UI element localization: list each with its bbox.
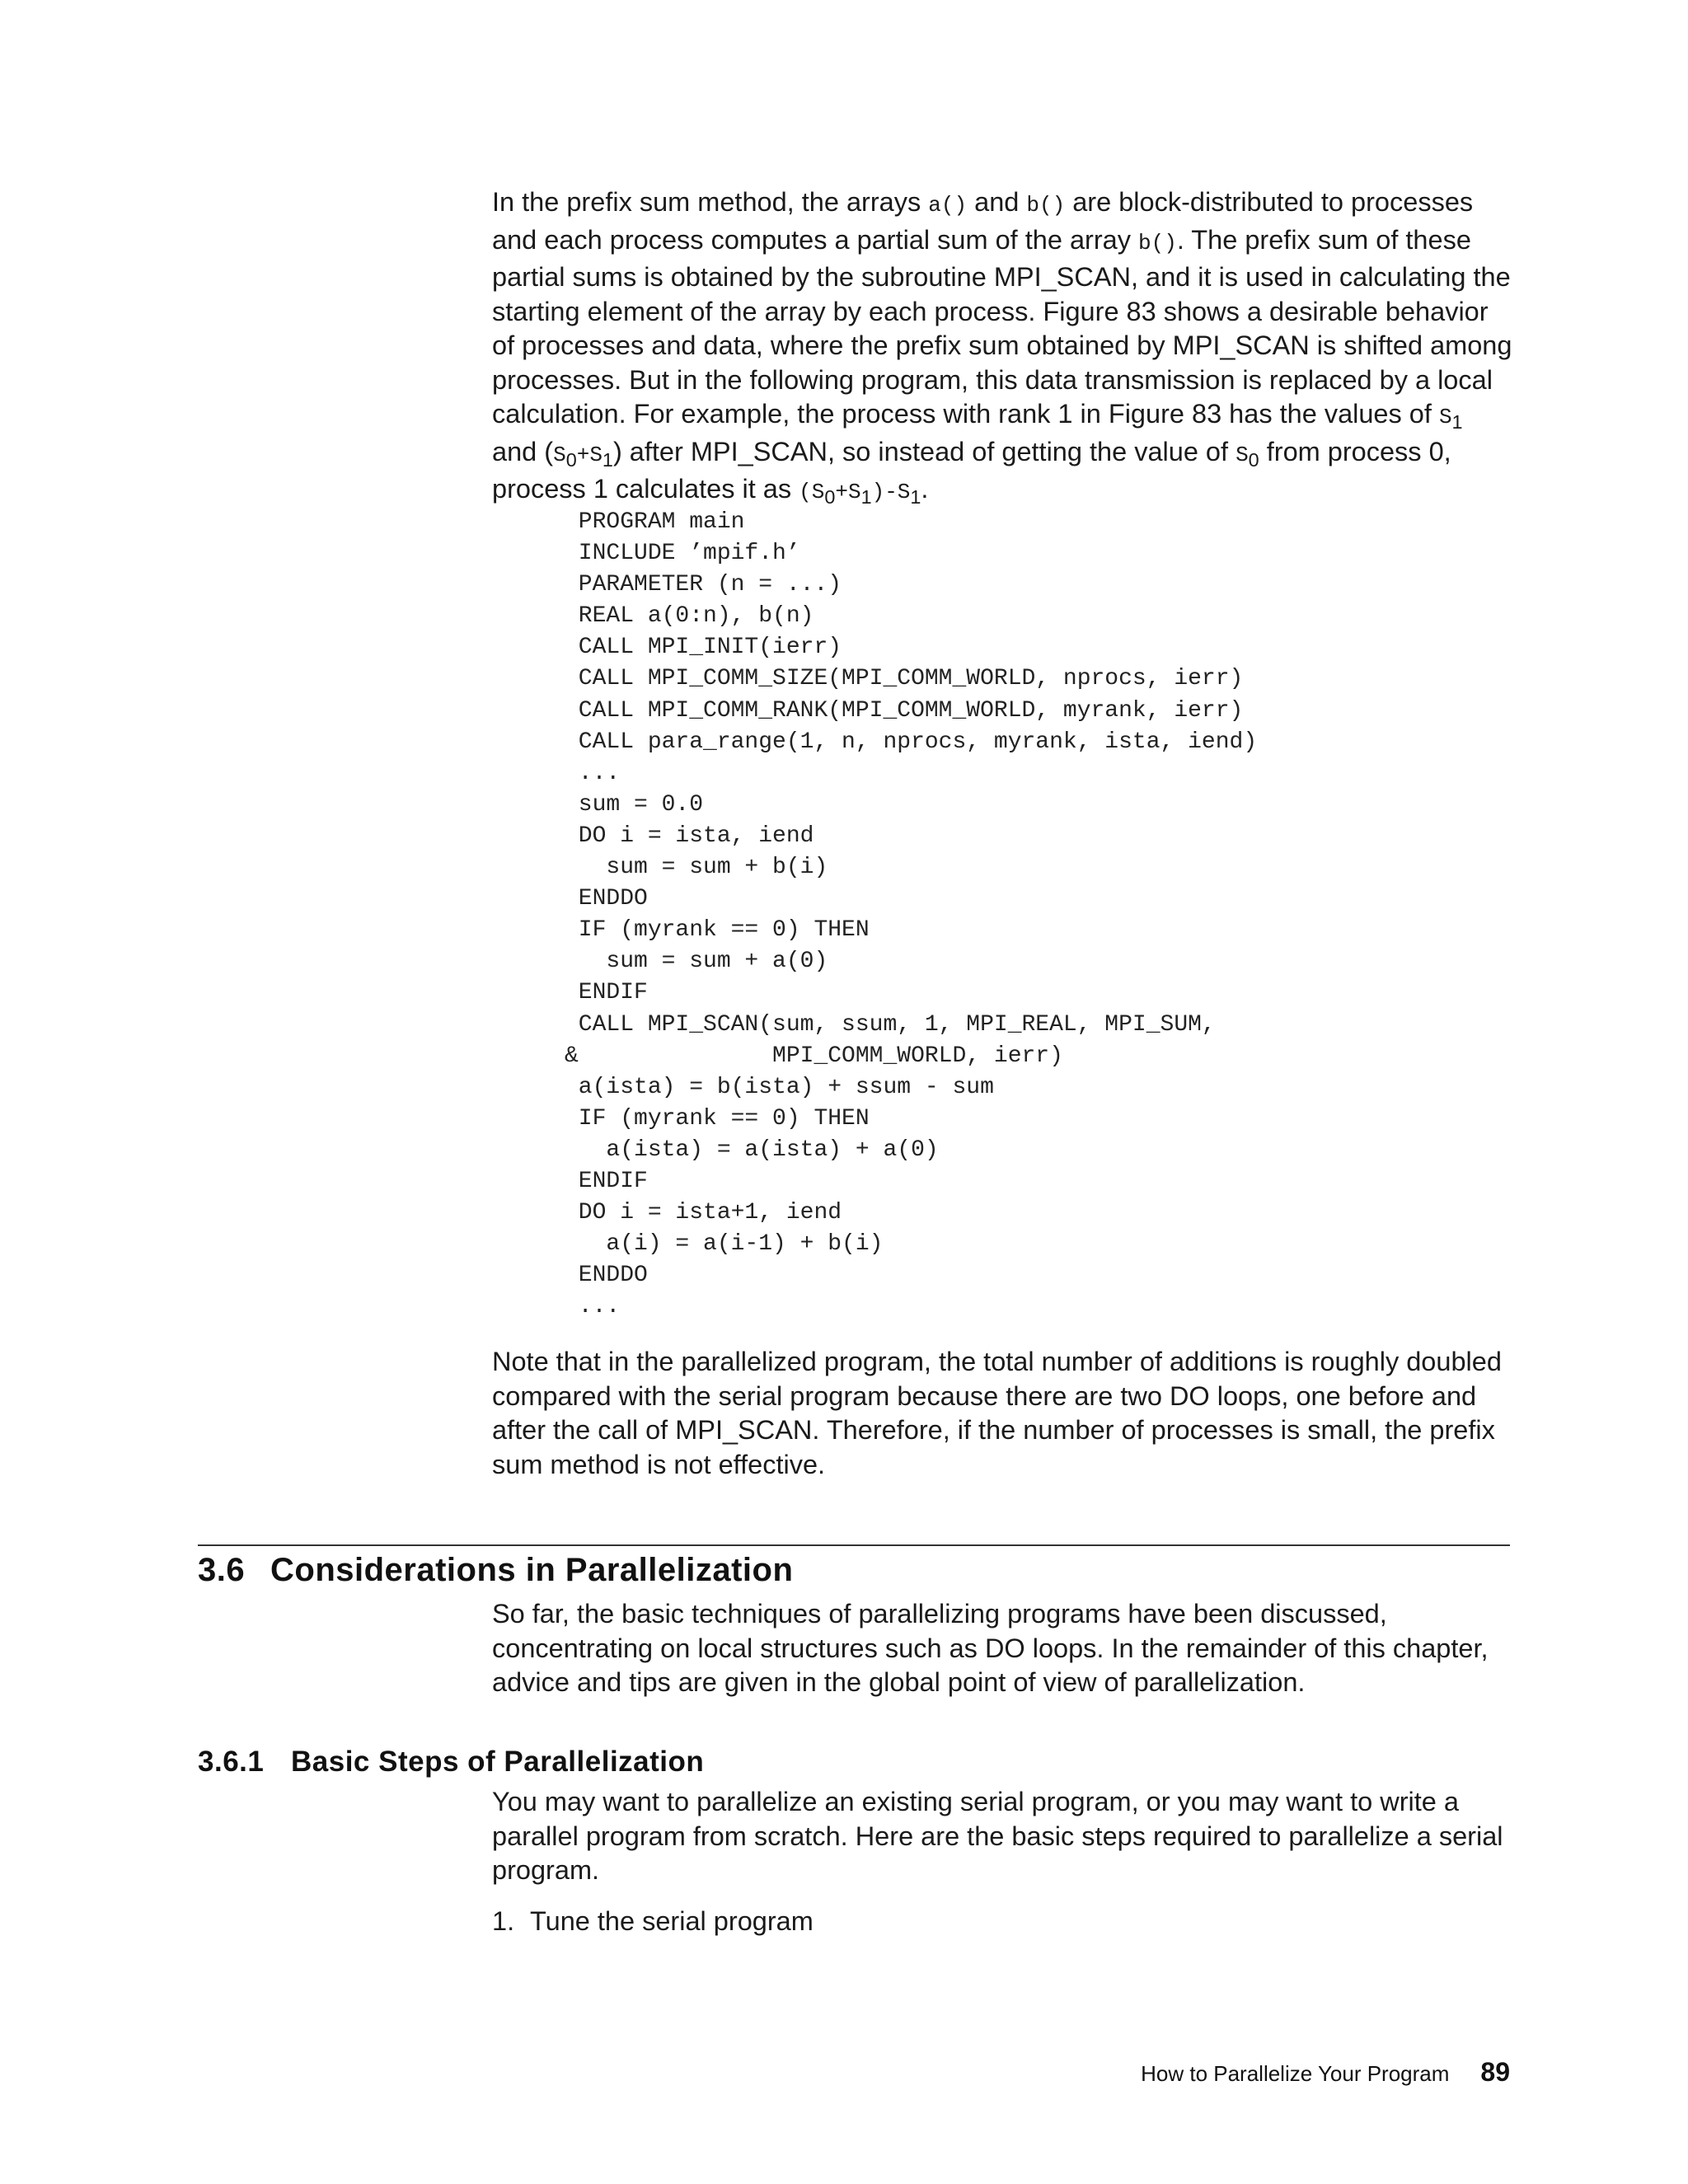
subsection-number: 3.6.1 <box>198 1746 265 1778</box>
code-line: CALL MPI_COMM_RANK(MPI_COMM_WORLD, myrank, ierr) <box>565 697 1244 724</box>
paragraph-section-intro: So far, the basic techniques of parallelizing programs have been discussed, concentrating on local structures such as DO loops. In the remainder of this chapter, advice and tips are given in the global point of view of parallelization. <box>492 1599 1489 1697</box>
code-line: ... <box>565 760 621 786</box>
code-line: PROGRAM main <box>565 509 745 535</box>
code-array-b: b() <box>1026 193 1066 218</box>
text-run: from process 0, process 1 calculates it as <box>492 436 1451 504</box>
section-title: Considerations in Parallelization <box>270 1552 794 1588</box>
code-line: CALL MPI_SCAN(sum, ssum, 1, MPI_REAL, MPI_SUM, <box>565 1011 1216 1038</box>
code-line: sum = sum + a(0) <box>565 949 828 975</box>
code-array-a: a() <box>928 193 968 218</box>
symbol-s: S <box>553 442 566 467</box>
section-heading <box>198 1549 793 1591</box>
code-line: DO i = ista+1, iend <box>565 1200 842 1226</box>
page-footer <box>1141 2055 1510 2090</box>
expression-part: )-S <box>871 480 911 504</box>
code-line: INCLUDE ’mpif.h’ <box>565 541 800 567</box>
code-line: ENDDO <box>565 886 648 912</box>
code-line: ... <box>565 1294 621 1320</box>
text-run: and <box>967 187 1027 217</box>
text-run: and ( <box>492 436 554 466</box>
subscript: 1 <box>602 448 613 471</box>
text-run: In the prefix sum method, the arrays <box>492 187 929 217</box>
subsection-heading <box>198 1744 704 1780</box>
code-line: a(i) = a(i-1) + b(i) <box>565 1231 884 1258</box>
section-number: 3.6 <box>198 1552 246 1588</box>
code-line: ENDIF <box>565 1168 648 1194</box>
code-line: IF (myrank == 0) THEN <box>565 917 870 944</box>
page-number: 89 <box>1480 2057 1510 2087</box>
code-line: PARAMETER (n = ...) <box>565 572 842 598</box>
subscript: 0 <box>824 486 836 509</box>
code-line: ENDIF <box>565 980 648 1006</box>
subscript: 1 <box>860 486 872 509</box>
paragraph-subsection-intro: You may want to parallelize an existing serial program, or you may want to write a parallel program from scratch. Here are the basic steps required to parallelize a serial program. <box>492 1787 1503 1885</box>
code-line: CALL MPI_INIT(ierr) <box>565 635 842 661</box>
symbol-s: S <box>1236 442 1249 467</box>
code-line: & MPI_COMM_WORLD, ierr) <box>565 1043 1063 1069</box>
text-run: are block-distributed to processes and each process computes a partial sum of the array <box>492 187 1474 255</box>
section-divider <box>198 1544 1510 1546</box>
list-marker: 1. <box>492 1906 515 1936</box>
text-run: ) after MPI_SCAN, so instead of getting the value of <box>612 436 1236 466</box>
code-line: sum = 0.0 <box>565 791 704 818</box>
symbol-s: S <box>589 442 603 467</box>
code-line: a(ista) = a(ista) + a(0) <box>565 1137 939 1163</box>
code-listing <box>565 507 1257 1323</box>
code-line: REAL a(0:n), b(n) <box>565 603 814 630</box>
expression-part: (S <box>799 480 825 504</box>
code-array-b: b() <box>1138 230 1177 255</box>
paragraph-note: Note that in the parallelized program, the total number of additions is roughly doubled compared with the serial program because there are two DO loops, one before and after the call of MPI_SCAN. Therefore, if the number of processes is small, the prefix sum method is not effective. <box>492 1347 1502 1479</box>
subscript: 0 <box>1248 448 1259 471</box>
expression-part: +S <box>835 480 861 504</box>
paragraph-prefix-sum-intro <box>492 185 1514 510</box>
code-line: DO i = ista, iend <box>565 823 814 849</box>
list-item-text: Tune the serial program <box>530 1906 814 1936</box>
text-run: . The prefix sum of these partial sums is obtained by the subroutine MPI_SCAN, and it is used in calculating the starting element of the array by each process. Figure 83 shows a desirable behavior of processes and data, where the prefix sum obtained by MPI_SCAN is shifted among processes. But in the following program, this data transmission is replaced by a local calculation. For example, the process with rank 1 in Figure 83 has the values of <box>492 224 1512 429</box>
subscript: 0 <box>565 448 577 471</box>
code-line: CALL para_range(1, n, nprocs, myrank, ista, iend) <box>565 729 1258 755</box>
subscript: 1 <box>1451 411 1463 434</box>
footer-chapter-title: How to Parallelize Your Program <box>1141 2061 1450 2086</box>
text-run: . <box>921 474 929 504</box>
subscript: 1 <box>910 486 921 509</box>
code-line: ENDDO <box>565 1263 648 1289</box>
symbol-s: S <box>1438 405 1452 429</box>
symbol-plus: + <box>576 442 590 467</box>
code-line: CALL MPI_COMM_SIZE(MPI_COMM_WORLD, nprocs, ierr) <box>565 666 1244 692</box>
code-line: sum = sum + b(i) <box>565 855 828 881</box>
code-line: IF (myrank == 0) THEN <box>565 1105 870 1132</box>
code-line: a(ista) = b(ista) + ssum - sum <box>565 1074 994 1100</box>
list-item <box>492 1905 814 1939</box>
subsection-title: Basic Steps of Parallelization <box>291 1746 705 1778</box>
